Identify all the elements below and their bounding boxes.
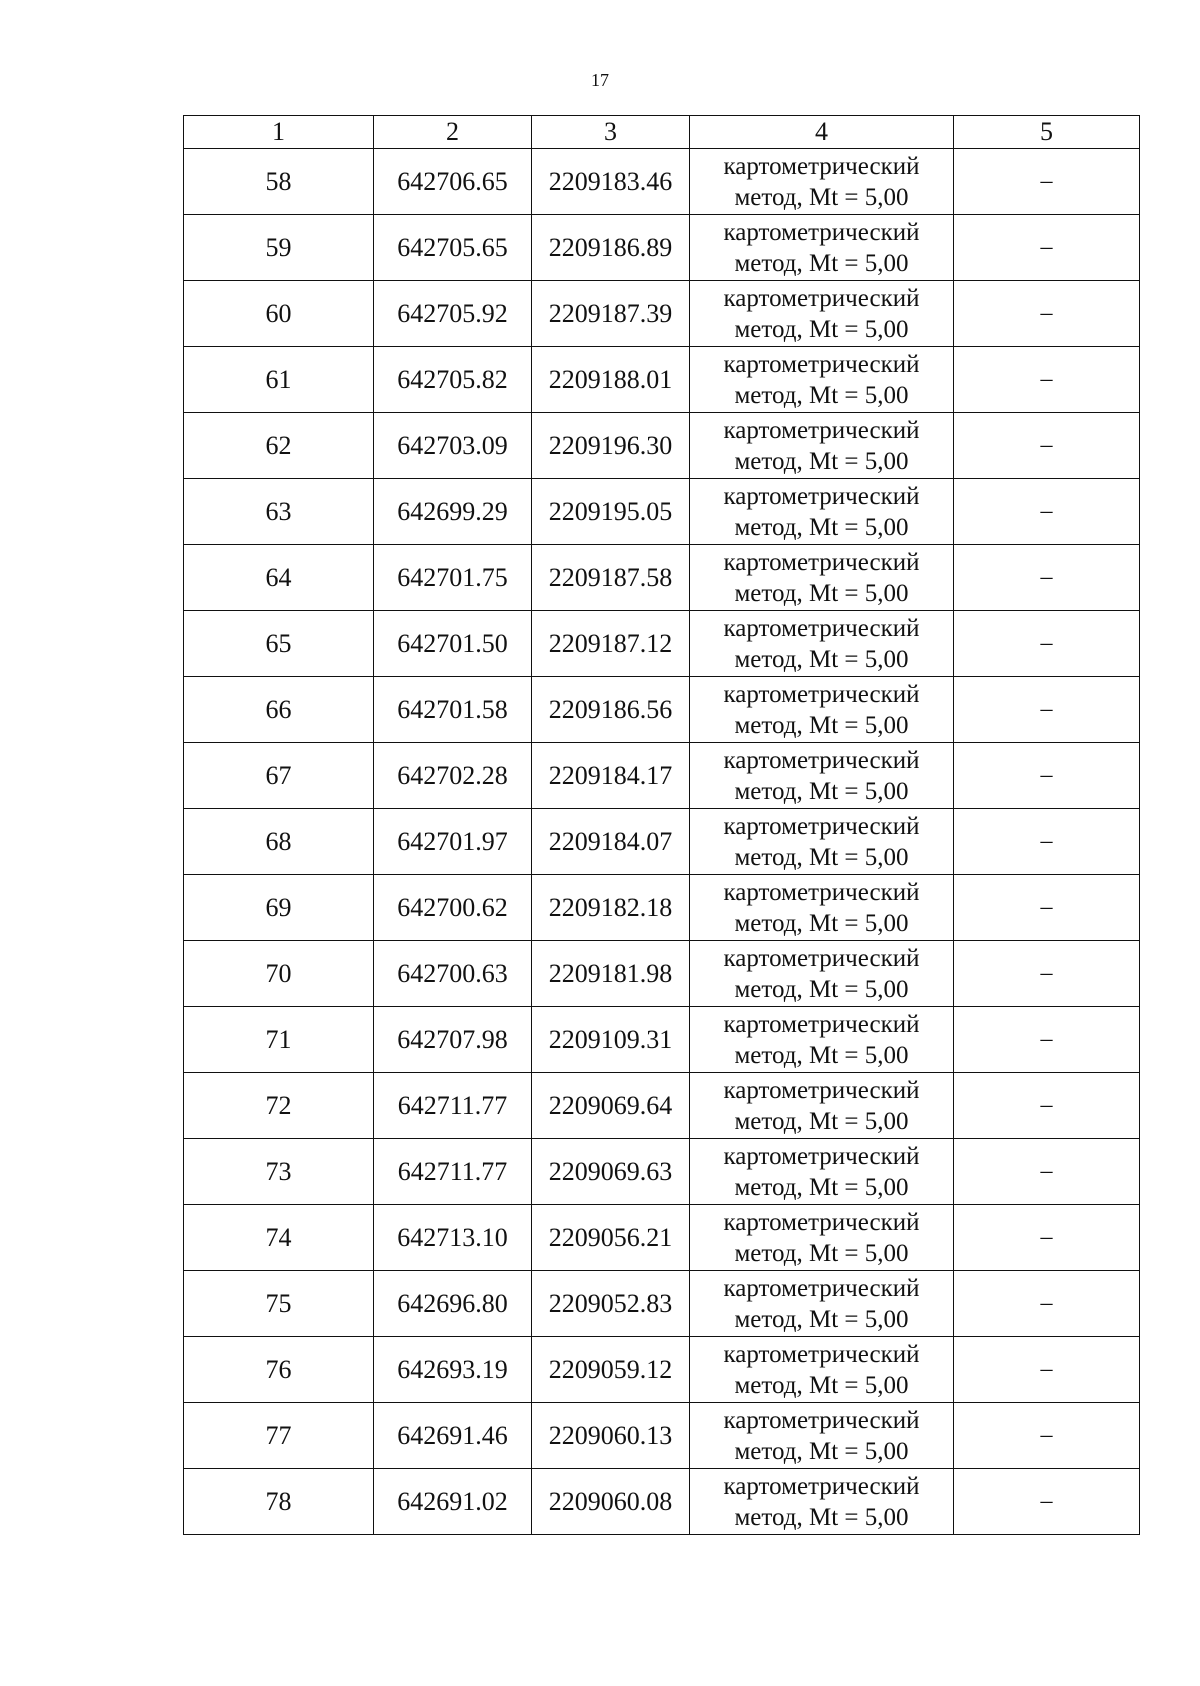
method-line-1: картометрический — [723, 1142, 920, 1170]
table-row — [184, 1205, 1140, 1271]
point-number-cell: 78 — [184, 1469, 374, 1535]
table-row — [184, 215, 1140, 281]
method-line-1: картометрический — [723, 878, 920, 906]
method-line-1: картометрический — [723, 614, 920, 642]
y-coordinate-cell: 2209052.83 — [532, 1271, 690, 1337]
note-cell: – — [954, 1205, 1140, 1271]
method-cell — [690, 743, 954, 809]
method-line-2: метод, Mt = 5,00 — [734, 1107, 909, 1135]
method-cell — [690, 1337, 954, 1403]
point-number-cell: 75 — [184, 1271, 374, 1337]
table-row — [184, 1139, 1140, 1205]
x-coordinate-cell: 642701.50 — [374, 611, 532, 677]
method-cell — [690, 413, 954, 479]
y-coordinate-cell: 2209056.21 — [532, 1205, 690, 1271]
y-coordinate-cell: 2209109.31 — [532, 1007, 690, 1073]
method-line-2: метод, Mt = 5,00 — [734, 381, 909, 409]
table-header-row — [184, 116, 1140, 149]
x-coordinate-cell: 642705.92 — [374, 281, 532, 347]
column-header: 3 — [532, 116, 690, 149]
method-cell — [690, 677, 954, 743]
point-number-cell: 71 — [184, 1007, 374, 1073]
y-coordinate-cell: 2209187.12 — [532, 611, 690, 677]
table-row — [184, 1403, 1140, 1469]
method-line-2: метод, Mt = 5,00 — [734, 1239, 909, 1267]
table-row — [184, 1337, 1140, 1403]
y-coordinate-cell: 2209187.39 — [532, 281, 690, 347]
table-row — [184, 677, 1140, 743]
method-line-2: метод, Mt = 5,00 — [734, 513, 909, 541]
note-cell: – — [954, 413, 1140, 479]
note-cell: – — [954, 1271, 1140, 1337]
method-cell — [690, 545, 954, 611]
table-row — [184, 413, 1140, 479]
method-cell — [690, 1007, 954, 1073]
x-coordinate-cell: 642696.80 — [374, 1271, 532, 1337]
method-line-2: метод, Mt = 5,00 — [734, 1041, 909, 1069]
method-cell — [690, 611, 954, 677]
point-number-cell: 76 — [184, 1337, 374, 1403]
x-coordinate-cell: 642701.75 — [374, 545, 532, 611]
method-line-2: метод, Mt = 5,00 — [734, 645, 909, 673]
note-cell: – — [954, 545, 1140, 611]
method-line-2: метод, Mt = 5,00 — [734, 183, 909, 211]
method-line-1: картометрический — [723, 944, 920, 972]
x-coordinate-cell: 642711.77 — [374, 1139, 532, 1205]
y-coordinate-cell: 2209183.46 — [532, 149, 690, 215]
column-header: 5 — [954, 116, 1140, 149]
method-cell — [690, 875, 954, 941]
method-line-2: метод, Mt = 5,00 — [734, 843, 909, 871]
note-cell: – — [954, 281, 1140, 347]
method-cell — [690, 809, 954, 875]
point-number-cell: 67 — [184, 743, 374, 809]
y-coordinate-cell: 2209187.58 — [532, 545, 690, 611]
method-line-2: метод, Mt = 5,00 — [734, 711, 909, 739]
table-row — [184, 743, 1140, 809]
y-coordinate-cell: 2209195.05 — [532, 479, 690, 545]
x-coordinate-cell: 642700.62 — [374, 875, 532, 941]
y-coordinate-cell: 2209188.01 — [532, 347, 690, 413]
note-cell: – — [954, 347, 1140, 413]
point-number-cell: 74 — [184, 1205, 374, 1271]
point-number-cell: 66 — [184, 677, 374, 743]
method-line-1: картометрический — [723, 482, 920, 510]
note-cell: – — [954, 149, 1140, 215]
method-line-2: метод, Mt = 5,00 — [734, 909, 909, 937]
y-coordinate-cell: 2209069.64 — [532, 1073, 690, 1139]
point-number-cell: 73 — [184, 1139, 374, 1205]
method-line-2: метод, Mt = 5,00 — [734, 1371, 909, 1399]
method-cell — [690, 281, 954, 347]
x-coordinate-cell: 642699.29 — [374, 479, 532, 545]
note-cell: – — [954, 1007, 1140, 1073]
x-coordinate-cell: 642707.98 — [374, 1007, 532, 1073]
x-coordinate-cell: 642701.58 — [374, 677, 532, 743]
coordinates-table — [183, 115, 1140, 1535]
method-line-1: картометрический — [723, 1472, 920, 1500]
page-number: 17 — [591, 70, 609, 90]
table-row — [184, 347, 1140, 413]
method-line-1: картометрический — [723, 1340, 920, 1368]
point-number-cell: 64 — [184, 545, 374, 611]
method-line-2: метод, Mt = 5,00 — [734, 315, 909, 343]
method-line-2: метод, Mt = 5,00 — [734, 1503, 909, 1531]
point-number-cell: 60 — [184, 281, 374, 347]
note-cell: – — [954, 941, 1140, 1007]
table-row — [184, 611, 1140, 677]
method-cell — [690, 1073, 954, 1139]
y-coordinate-cell: 2209069.63 — [532, 1139, 690, 1205]
column-header: 1 — [184, 116, 374, 149]
note-cell: – — [954, 1469, 1140, 1535]
method-line-1: картометрический — [723, 1274, 920, 1302]
table-row — [184, 1469, 1140, 1535]
table-row — [184, 1007, 1140, 1073]
note-cell: – — [954, 1337, 1140, 1403]
method-line-1: картометрический — [723, 680, 920, 708]
point-number-cell: 69 — [184, 875, 374, 941]
point-number-cell: 62 — [184, 413, 374, 479]
point-number-cell: 68 — [184, 809, 374, 875]
method-line-2: метод, Mt = 5,00 — [734, 447, 909, 475]
method-line-1: картометрический — [723, 350, 920, 378]
method-line-2: метод, Mt = 5,00 — [734, 1305, 909, 1333]
table-row — [184, 281, 1140, 347]
y-coordinate-cell: 2209059.12 — [532, 1337, 690, 1403]
method-line-1: картометрический — [723, 1010, 920, 1038]
point-number-cell: 61 — [184, 347, 374, 413]
method-line-2: метод, Mt = 5,00 — [734, 975, 909, 1003]
note-cell: – — [954, 611, 1140, 677]
method-line-2: метод, Mt = 5,00 — [734, 777, 909, 805]
column-header: 2 — [374, 116, 532, 149]
method-cell — [690, 347, 954, 413]
point-number-cell: 58 — [184, 149, 374, 215]
x-coordinate-cell: 642691.46 — [374, 1403, 532, 1469]
y-coordinate-cell: 2209196.30 — [532, 413, 690, 479]
table-row — [184, 1271, 1140, 1337]
y-coordinate-cell: 2209184.07 — [532, 809, 690, 875]
y-coordinate-cell: 2209181.98 — [532, 941, 690, 1007]
table-body — [184, 149, 1140, 1535]
x-coordinate-cell: 642711.77 — [374, 1073, 532, 1139]
y-coordinate-cell: 2209186.89 — [532, 215, 690, 281]
x-coordinate-cell: 642703.09 — [374, 413, 532, 479]
method-cell — [690, 1403, 954, 1469]
note-cell: – — [954, 215, 1140, 281]
note-cell: – — [954, 743, 1140, 809]
table-row — [184, 545, 1140, 611]
method-cell — [690, 1205, 954, 1271]
note-cell: – — [954, 875, 1140, 941]
y-coordinate-cell: 2209184.17 — [532, 743, 690, 809]
method-line-2: метод, Mt = 5,00 — [734, 249, 909, 277]
method-line-1: картометрический — [723, 218, 920, 246]
column-header: 4 — [690, 116, 954, 149]
method-cell — [690, 1469, 954, 1535]
method-line-1: картометрический — [723, 416, 920, 444]
point-number-cell: 70 — [184, 941, 374, 1007]
method-line-1: картометрический — [723, 152, 920, 180]
x-coordinate-cell: 642701.97 — [374, 809, 532, 875]
point-number-cell: 63 — [184, 479, 374, 545]
table-row — [184, 809, 1140, 875]
method-line-1: картометрический — [723, 812, 920, 840]
note-cell: – — [954, 1139, 1140, 1205]
method-line-1: картометрический — [723, 284, 920, 312]
method-cell — [690, 479, 954, 545]
x-coordinate-cell: 642713.10 — [374, 1205, 532, 1271]
method-line-1: картометрический — [723, 1406, 920, 1434]
note-cell: – — [954, 809, 1140, 875]
table-row — [184, 941, 1140, 1007]
method-line-1: картометрический — [723, 746, 920, 774]
x-coordinate-cell: 642691.02 — [374, 1469, 532, 1535]
table-row — [184, 149, 1140, 215]
point-number-cell: 59 — [184, 215, 374, 281]
note-cell: – — [954, 1403, 1140, 1469]
x-coordinate-cell: 642700.63 — [374, 941, 532, 1007]
method-cell — [690, 1271, 954, 1337]
x-coordinate-cell: 642693.19 — [374, 1337, 532, 1403]
method-line-2: метод, Mt = 5,00 — [734, 1437, 909, 1465]
point-number-cell: 72 — [184, 1073, 374, 1139]
x-coordinate-cell: 642702.28 — [374, 743, 532, 809]
method-line-1: картометрический — [723, 1208, 920, 1236]
table-row — [184, 875, 1140, 941]
y-coordinate-cell: 2209186.56 — [532, 677, 690, 743]
x-coordinate-cell: 642706.65 — [374, 149, 532, 215]
x-coordinate-cell: 642705.82 — [374, 347, 532, 413]
method-line-1: картометрический — [723, 548, 920, 576]
table-row — [184, 479, 1140, 545]
method-cell — [690, 1139, 954, 1205]
y-coordinate-cell: 2209182.18 — [532, 875, 690, 941]
method-cell — [690, 215, 954, 281]
point-number-cell: 65 — [184, 611, 374, 677]
table-row — [184, 1073, 1140, 1139]
x-coordinate-cell: 642705.65 — [374, 215, 532, 281]
coordinates-table-container — [183, 115, 1139, 1535]
point-number-cell: 77 — [184, 1403, 374, 1469]
note-cell: – — [954, 1073, 1140, 1139]
method-cell — [690, 149, 954, 215]
method-line-2: метод, Mt = 5,00 — [734, 1173, 909, 1201]
y-coordinate-cell: 2209060.13 — [532, 1403, 690, 1469]
note-cell: – — [954, 479, 1140, 545]
method-cell — [690, 941, 954, 1007]
method-line-1: картометрический — [723, 1076, 920, 1104]
method-line-2: метод, Mt = 5,00 — [734, 579, 909, 607]
y-coordinate-cell: 2209060.08 — [532, 1469, 690, 1535]
note-cell: – — [954, 677, 1140, 743]
